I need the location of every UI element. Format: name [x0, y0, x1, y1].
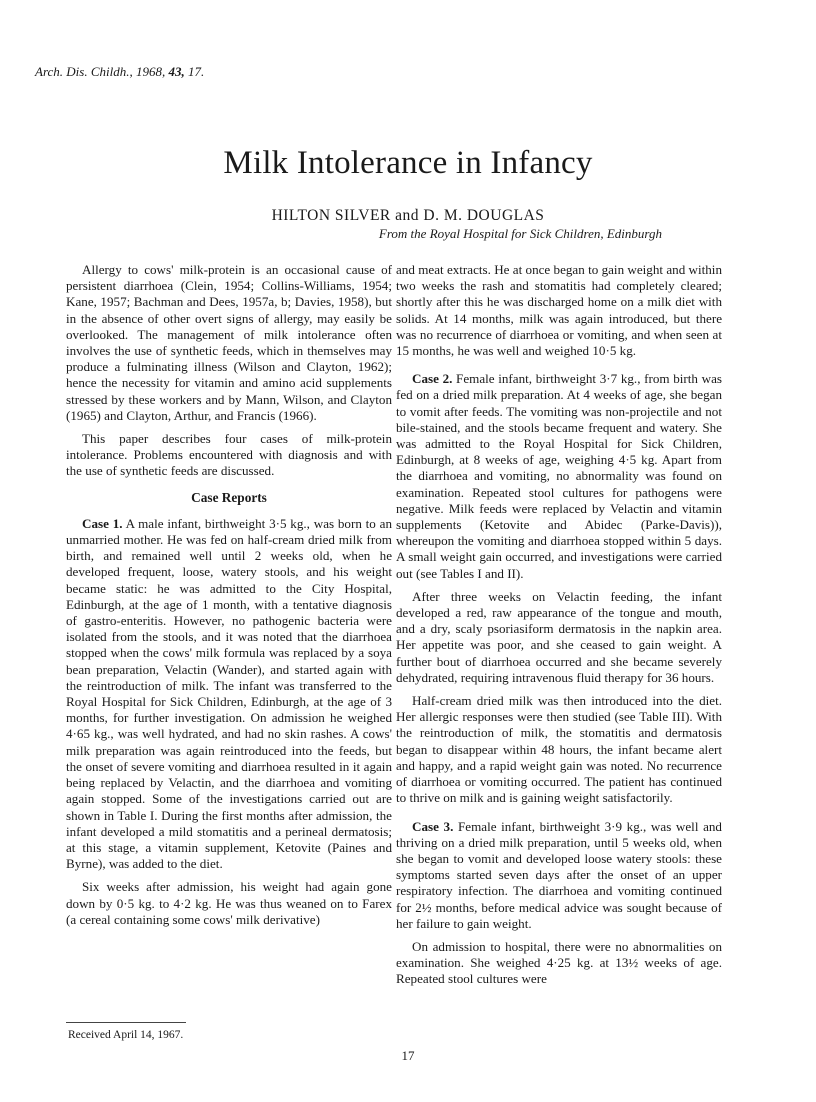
page-number: 17 — [401, 1048, 415, 1063]
case2-paragraph-2: After three weeks on Velactin feeding, the infant developed a red, raw appearance of the tongue and mouth, and a dry, scaly psoriasiform dermatosis in the napkin area. Her appetite was poor, and she ceased to gain weight. A further bout of diarrhoea occurred and she became severely dehydrated, requiring intravenous fluid therapy for 36 hours. — [396, 588, 722, 685]
section-heading-case-reports: Case Reports — [191, 489, 267, 505]
journal-page: 17. — [188, 64, 205, 79]
case3-label: Case 3. — [412, 818, 454, 834]
case3-paragraph-2: On admission to hospital, there were no abnormalities on examination. She weighed 4·25 kg. at 13½ weeks of age. Repeated stool cultures were — [396, 938, 722, 987]
case1-continuation: and meat extracts. He at once began to gain weight and within two weeks the rash and stomatitis had completely cleared; shortly after this he was discharged home on a milk diet with solids. At 14 months, milk was again introduced, but there was no recurrence of diarrhoea or vomiting, and when seen at 15 months, he was well and weighed 10·5 kg. — [396, 262, 722, 359]
case3-text: Female infant, birthweight 3·9 kg., was well and thriving on a dried milk preparation, until 5 weeks old, when she began to vomit and developed loose watery stools: these symptoms started seven days after the onset of an upper respiratory infection. The diarrhoea and vomiting continued for 2½ months, before medical advice was sought because of her failure to gain weight. — [396, 818, 722, 931]
affiliation: From the Royal Hospital for Sick Children, Edinburgh — [378, 226, 662, 241]
right-column — [396, 262, 722, 995]
case1-text: A male infant, birthweight 3·5 kg., was born to an unmarried mother. He was fed on half-cream dried milk from birth, and remained well until 2 weeks old, when he developed frequent, loose, watery stools, and his weight became static: he was admitted to the City Hospital, Edinburgh, at the age of 1 month, with a tentative diagnosis of gastro-enteritis. However, no pathogenic bacteria were isolated from the stools, and it was noted that the diarrhoea stopped when the cows' milk formula was replaced by a soya bean preparation, Velactin (Wander), and started again with the reintroduction of milk. The infant was transferred to the Royal Hospital for Sick Children, Edinburgh, at the age of 3 months, for further investigation. On admission he weighed 4·65 kg., was well hydrated, and had no skin rashes. A cows' milk preparation was again reintroduced into the feeds, but the onset of severe vomiting and diarrhoea resulted in it again being replaced by Velactin, and the diarrhoea and vomiting again stopped. Some of the investigations carried out are shown in Table I. During the first months after admission, the infant developed a mild stomatitis and a perineal dermatosis; at this stage, a vitamin supplement, Ketovite (Paines and Byrne), was added to the diet. — [66, 515, 392, 872]
case1-paragraph-1 — [66, 516, 392, 872]
intro-paragraph-1: Allergy to cows' milk-protein is an occasional cause of persistent diarrhoea (Clein, 1954; Collins-Williams, 1954; Kane, 1957; Bachman and Dees, 1957a, b; Davies, 1958), but in the absence of other overt signs of allergy, may easily be overlooked. The management of milk intolerance often involves the use of synthetic feeds, which in themselves may produce a fulminating illness (Wilson and Clayton, 1962); hence the necessity for vitamin and amino acid supplements stressed by these workers and by Mann, Wilson, and Clayton (1965) and Clayton, Arthur, and Francis (1966). — [66, 262, 392, 423]
received-date: Received April 14, 1967. — [68, 1029, 184, 1041]
case3-paragraph-1 — [396, 819, 722, 932]
journal-name: Arch. Dis. Childh., — [35, 64, 133, 79]
article-title: Milk Intolerance in Infancy — [223, 145, 593, 181]
case2-paragraph-3: Half-cream dried milk was then introduced into the diet. Her allergic responses were then studied (see Table III). With the reintroduction of milk, the stomatitis and dermatosis began to disappear within 48 hours, the infant became alert and happy, and a rapid weight gain was noted. No recurrence of diarrhoea or vomiting occurred. The patient has continued to thrive on milk and is gaining weight satisfactorily. — [396, 693, 722, 806]
journal-year: 1968, — [136, 64, 166, 79]
case1-paragraph-2: Six weeks after admission, his weight had again gone down by 0·5 kg. to 4·2 kg. He was thus weaned on to Farex (a cereal containing some cows' milk derivative) — [66, 879, 392, 927]
footnote-rule — [66, 1022, 186, 1023]
left-column — [66, 262, 392, 935]
case1-label: Case 1. — [82, 515, 123, 531]
authors: HILTON SILVER and D. M. DOUGLAS — [271, 207, 545, 224]
journal-citation — [35, 64, 204, 80]
case2-text: Female infant, birthweight 3·7 kg., from birth was fed on a dried milk preparation. At 4 weeks of age, she began to vomit after feeds. The vomiting was non-projectile and not bile-stained, and the stools became frequent and watery. She was admitted to the Royal Hospital for Sick Children, Edinburgh, at 8 weeks of age, weighing 4·5 kg. Apart from the diarrhoea and vomiting, no abnormality was found on examination. Repeated stool cultures for pathogens were negative. Milk feeds were replaced by Velactin and vitamin supplements (Ketovite and Abidec (Parke-Davis)), whereupon the vomiting and diarrhoea stopped within 5 days. A small weight gain occurred, and investigations were carried out (see Tables I and II). — [396, 371, 722, 581]
case2-label: Case 2. — [412, 371, 453, 387]
intro-paragraph-2: This paper describes four cases of milk-protein intolerance. Problems encountered with diagnosis and with the use of synthetic feeds are discussed. — [66, 431, 392, 479]
journal-volume: 43, — [168, 64, 185, 79]
case2-paragraph-1 — [396, 371, 722, 582]
